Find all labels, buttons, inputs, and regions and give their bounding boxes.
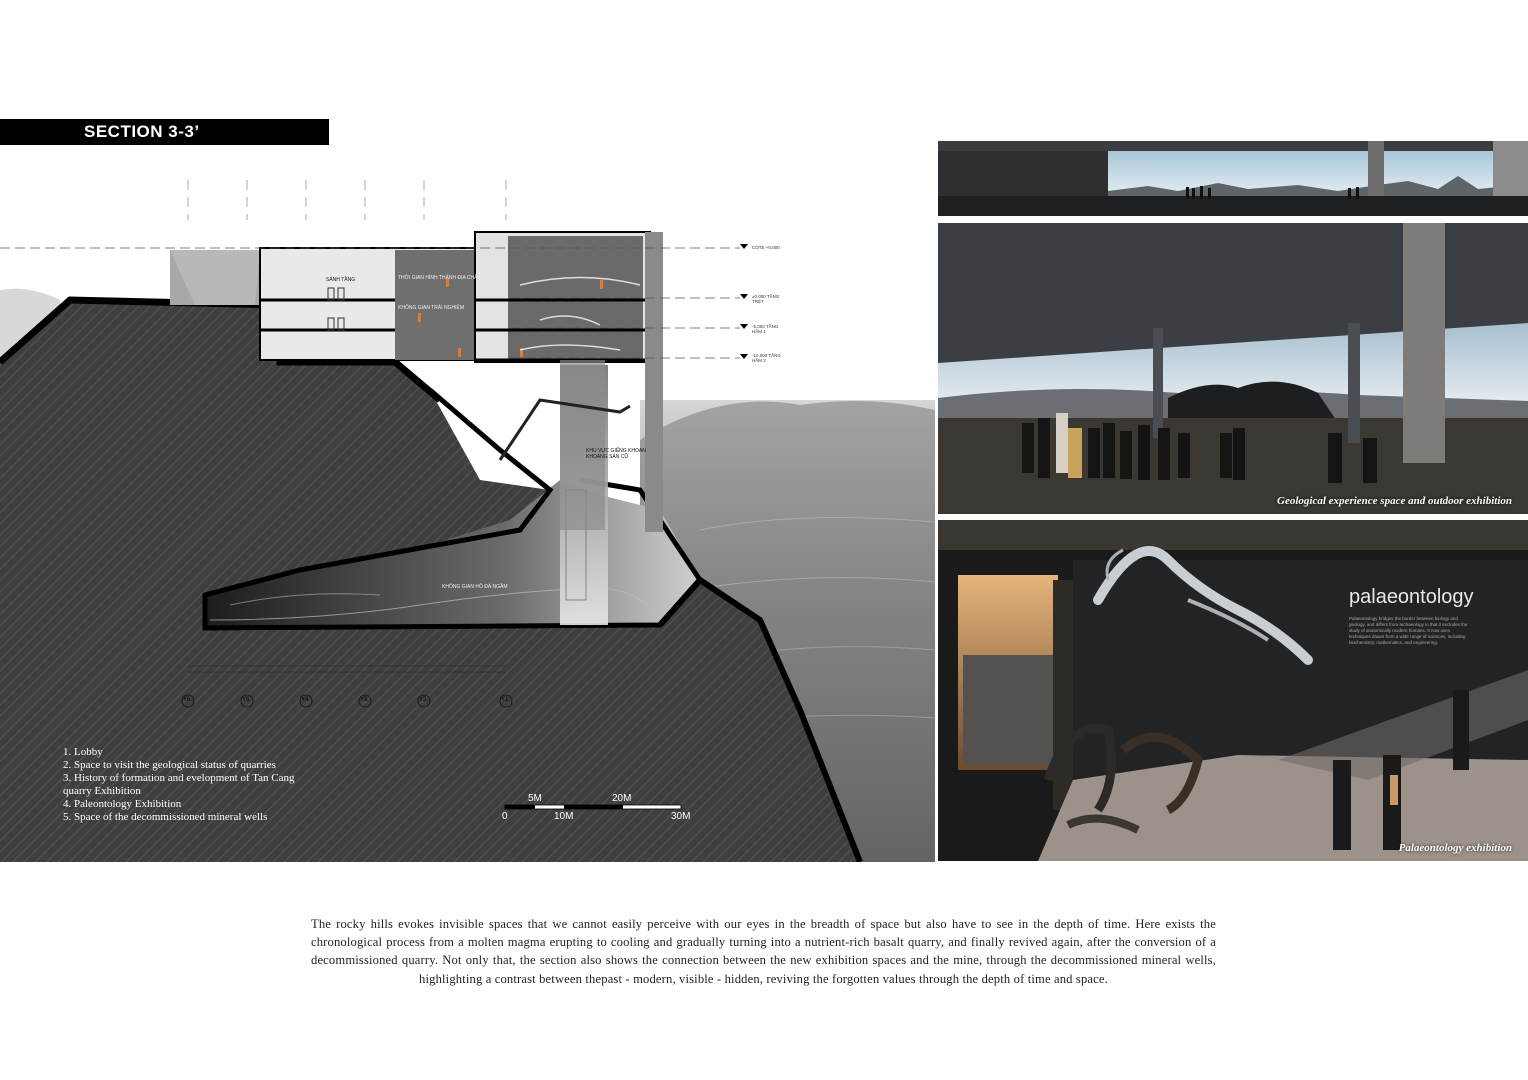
render-panorama-window (938, 141, 1528, 216)
scale-label-10m: 10M (554, 811, 574, 822)
render-geological-space (938, 223, 1528, 514)
palaeontology-heading: palaeontology (1349, 586, 1474, 608)
level-label-3: -5,000 TẦNG HẦM 1 (752, 324, 779, 334)
section-legend (63, 746, 353, 824)
legend-item: 2. Space to visit the geological status of quarries (63, 759, 276, 771)
caption-geological: Geological experience space and outdoor exhibition (1277, 495, 1512, 507)
render-palaeontology (938, 520, 1528, 861)
grid-axis-y4: Y4 (301, 697, 309, 703)
level-label-2: ±0,000 TẦNG TRỆT (752, 294, 780, 304)
legend-item: 4. Paleontology Exhibition (63, 798, 182, 810)
level-label-1: COTE +5,000 (752, 245, 780, 250)
scale-label-5m: 5M (528, 793, 542, 804)
section-title: SECTION 3-3’ (0, 119, 329, 145)
legend-item: 1. Lobby (63, 746, 103, 758)
legend-item: 5. Space of the decommissioned mineral wells (63, 811, 268, 823)
palaeontology-text: Palaeontology bridges the border between biology and geology, and differs from archaeology in that it excludes the study of anatomically modern humans. It now uses techniques drawn from a wide range of sciences, including biochemistry, mathematics, and engineering. (1349, 616, 1468, 645)
legend-item: quarry Exhibition (63, 785, 141, 797)
description-paragraph: The rocky hills evokes invisible spaces that we cannot easily perceive with our eyes in the breadth of space but also have to see in the depth of time. Here exists the chronological process from a molten magma erupting to cooling and gradually turning into a nutrient-rich basalt quarry, and finally revived again, after the conversion of a decommissioned quarry. Not only that, the section also shows the connection between the new exhibition spaces and the mine, through the decommissioned mineral wells, highlighting a contrast between thepast - modern, visible - hidden, reviving the forgotten values through the depth of time and space. (311, 917, 1216, 986)
scale-label-20m: 20M (612, 793, 632, 804)
panorama-illustration (938, 141, 1528, 216)
room-label-mineral-well: KHU VỰC GIẾNG KHOAN KHOÁNG SẢN CŨ (586, 448, 646, 460)
palaeontology-illustration (938, 520, 1528, 861)
caption-palaeontology: Palaeontology exhibition (1398, 842, 1512, 854)
room-label-lobby: SẢNH TẦNG (326, 277, 356, 283)
grid-axis-y6: Y6 (183, 697, 191, 703)
room-label-underground-lake: KHÔNG GIAN HỒ ĐÁ NGẦM (442, 584, 508, 590)
grid-axis-y1: Y1 (501, 697, 509, 703)
level-label-4: -10,000 TẦNG HẦM 2 (752, 353, 781, 363)
geological-illustration (938, 223, 1528, 514)
grid-axis-y5: Y5 (242, 697, 250, 703)
legend-item: 3. History of formation and evelopment of Tan Cang (63, 772, 295, 784)
room-label-experience: KHÔNG GIAN TRẢI NGHIỆM (398, 305, 465, 311)
scale-label-30m: 30M (671, 811, 691, 822)
grid-axis-y2: Y2 (419, 697, 427, 703)
grid-axis-y3: Y3 (360, 697, 368, 703)
scale-label-0: 0 (502, 811, 508, 822)
room-label-geology-history: THỜI GIAN HÌNH THÀNH ĐỊA CHẤT (398, 275, 481, 281)
